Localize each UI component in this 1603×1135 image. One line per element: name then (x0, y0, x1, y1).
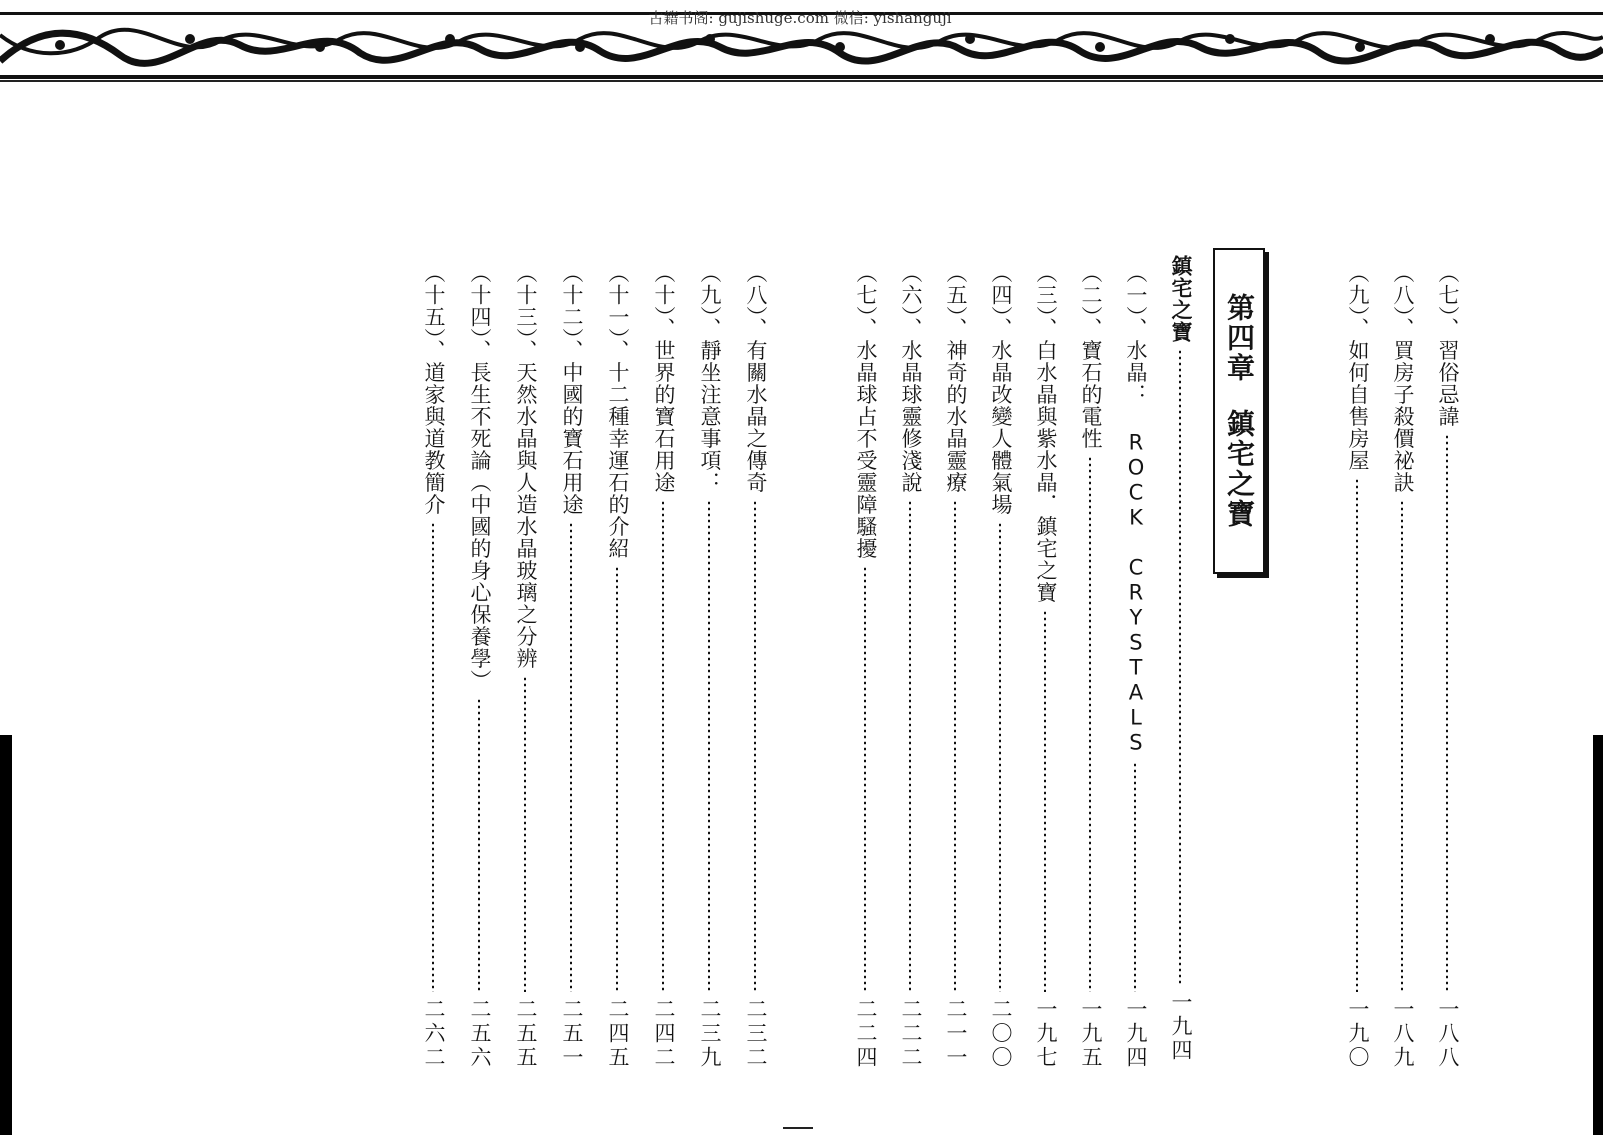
toc-entry-title: （八）、買房子殺價祕訣 (1390, 262, 1415, 494)
toc-entry (983, 262, 1017, 1070)
toc-entry-page: 一九〇 (1345, 998, 1370, 1070)
toc-entry-page: 二二四 (853, 998, 878, 1070)
toc-entry-title: （七）、水晶球占不受靈障騷擾 (853, 262, 878, 560)
toc-entry-page: 一九七 (1033, 998, 1058, 1070)
dot-leader (864, 566, 866, 993)
toc-entry (692, 262, 726, 1070)
toc-entry-page: 二一一 (943, 998, 968, 1070)
header-rule (0, 80, 1603, 82)
chapter-heading (1219, 293, 1259, 529)
chapter-label: 第四章 (1223, 293, 1256, 383)
dot-leader (432, 522, 434, 993)
toc-entry-title: （十）、世界的寶石用途 (651, 262, 676, 494)
dot-leader (524, 676, 526, 993)
page-number-mark (783, 1127, 813, 1129)
dot-leader (1044, 610, 1046, 993)
toc-entry-title: （五）、神奇的水晶靈療 (943, 262, 968, 494)
toc-entry-title: （四）、水晶改變人體氣場 (988, 262, 1013, 516)
toc-entry-page: 二四五 (605, 998, 630, 1070)
toc-entry (893, 262, 927, 1070)
toc-entry-page: 一九五 (1078, 998, 1103, 1070)
toc-entry-title: （十三）、天然水晶與人造水晶玻璃之分辨 (513, 262, 538, 670)
toc-entry-page: 一八八 (1435, 998, 1460, 1070)
toc-entry (646, 262, 680, 1070)
toc-entry-page: 二五六 (467, 998, 492, 1070)
toc-entry-title: （七）、習俗忌諱 (1435, 262, 1460, 428)
dot-leader (754, 500, 756, 993)
dot-leader (1446, 434, 1448, 993)
toc-section-title: 鎮宅之寶 (1168, 255, 1193, 343)
toc-entry (554, 262, 588, 1070)
toc-entry-page: 一八九 (1390, 998, 1415, 1070)
toc-entry (738, 262, 772, 1070)
toc-entry (1385, 262, 1419, 1070)
toc-entry-title: （十四）、長生不死論（中國的身心保養學） (467, 262, 492, 692)
toc-entry-title: （八）、有關水晶之傳奇 (743, 262, 768, 494)
toc-entry-page: 二五一 (559, 998, 584, 1070)
toc-entry (1028, 262, 1062, 1070)
toc-entry-title: （一）、水晶： ROCK CRYSTALS (1123, 262, 1148, 756)
toc-entry-title: （十一）、十二種幸運石的介紹 (605, 262, 630, 560)
toc-entry-title: （十二）、中國的寶石用途 (559, 262, 584, 516)
toc-entry (600, 262, 634, 1070)
decorative-scroll-border (0, 9, 1603, 79)
toc-entry (1430, 262, 1464, 1070)
dot-leader (954, 500, 956, 993)
right-binding-shadow (1593, 735, 1603, 1135)
dot-leader (1089, 456, 1091, 993)
dot-leader (708, 500, 710, 993)
toc-entry (416, 262, 450, 1070)
toc-entry-page: 二五五 (513, 998, 538, 1070)
toc-entry (1073, 262, 1107, 1070)
dot-leader (570, 522, 572, 993)
dot-leader (1179, 349, 1181, 985)
dot-leader (1134, 762, 1136, 993)
watermark-text: 古籍书阁: gujishuge.com 微信: yishanguji (648, 9, 952, 27)
dot-leader (478, 698, 480, 993)
toc-entry-title: （十五）、道家與道教簡介 (421, 262, 446, 516)
left-binding-shadow (0, 735, 12, 1135)
dot-leader (1356, 478, 1358, 993)
toc-entry-page: 二四二 (651, 998, 676, 1070)
toc-entry-page: 二〇〇 (988, 998, 1013, 1070)
toc-entry-page: 二六二 (421, 998, 446, 1070)
toc-entry (848, 262, 882, 1070)
chapter-heading-box (1213, 248, 1265, 574)
toc-entry (1118, 262, 1152, 1070)
dot-leader (909, 500, 911, 993)
dot-leader (999, 522, 1001, 993)
dot-leader (1401, 500, 1403, 993)
dot-leader (616, 566, 618, 993)
toc-entry-page: 二三二 (743, 998, 768, 1070)
toc-entry (1340, 262, 1374, 1070)
toc-section (1163, 255, 1197, 1063)
toc-entry-title: （三）、白水晶與紫水晶．鎮宅之寶 (1033, 262, 1058, 604)
chapter-title: 鎮宅之寶 (1223, 409, 1256, 529)
toc-entry-page: 二三九 (697, 998, 722, 1070)
toc-entry-title: （六）、水晶球靈修淺說 (898, 262, 923, 494)
toc-entry (508, 262, 542, 1070)
toc-entry-title: （二）、寶石的電性 (1078, 262, 1103, 450)
dot-leader (662, 500, 664, 993)
toc-entry-title: （九）、如何自售房屋 (1345, 262, 1370, 472)
toc-entry-page: 二二二 (898, 998, 923, 1070)
toc-entry (938, 262, 972, 1070)
toc-entry-page: 一九四 (1123, 998, 1148, 1070)
toc-section-page: 一九四 (1168, 991, 1193, 1063)
toc-entry-title: （九）、靜坐注意事項： (697, 262, 722, 494)
toc-entry (462, 262, 496, 1070)
